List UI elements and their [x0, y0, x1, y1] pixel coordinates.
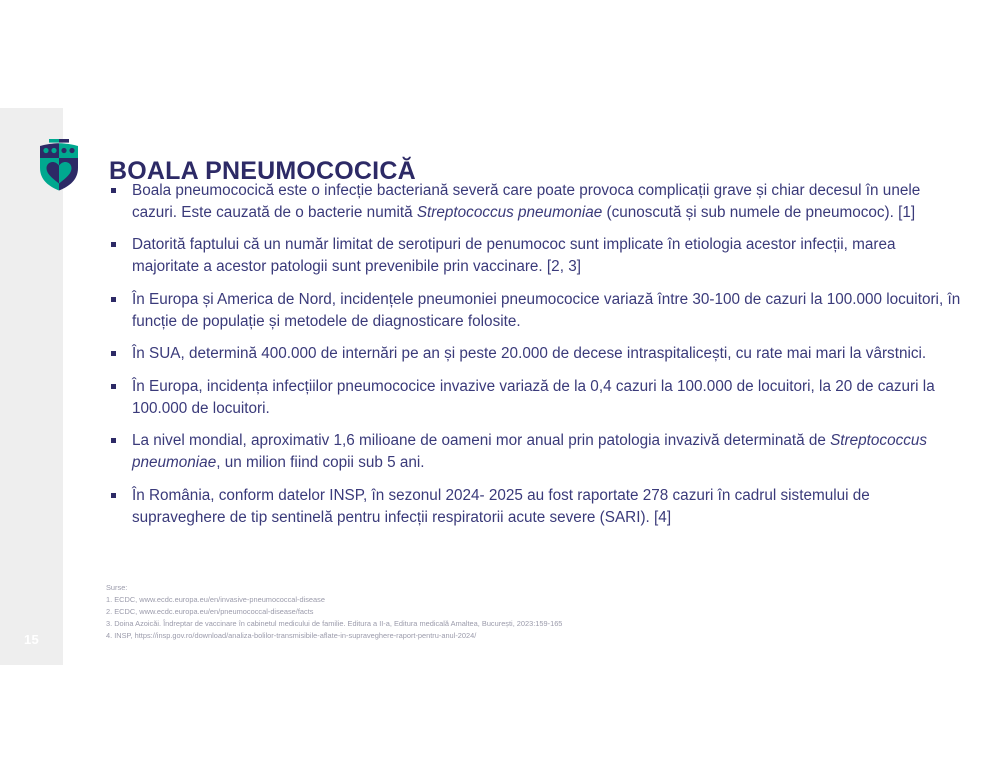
bullet-marker-icon — [111, 188, 116, 193]
bullet-text-run: (cunoscută și sub numele de pneumococ). [1] — [602, 203, 916, 221]
shield-heart-logo-icon — [37, 139, 81, 191]
bullet-text-italic: Streptococcus pneumoniae — [416, 203, 603, 221]
sources-heading: Surse: — [106, 583, 128, 592]
bullet-item — [109, 343, 961, 365]
source-item: 2. ECDC, www.ecdc.europa.eu/en/pneumococcal-disease/facts — [106, 606, 314, 616]
bullet-text-run: În România, conform datelor INSP, în sezonul 2024- 2025 au fost raportate 278 cazuri în cadrul sistemului de supraveghere de tip sentinelă pentru infecții respiratorii acute severe (SARI). [4] — [132, 486, 870, 526]
bullet-text — [132, 487, 870, 526]
bullet-text-run: În Europa și America de Nord, incidențele pneumoniei pneumococice variază între 30-100 de cazuri la 100.000 locuitori, în funcție de populație și metodele de diagnosticare folosite. — [132, 290, 961, 330]
bullet-text — [132, 236, 896, 275]
bullet-marker-icon — [111, 351, 116, 356]
bullet-item — [109, 234, 961, 277]
bullet-text — [132, 291, 960, 330]
bullet-item — [109, 485, 961, 528]
bullet-item — [109, 376, 961, 419]
bullet-text-run: Boala pneumococică este o infecție bacteriană severă care poate provoca complicații grave și chiar decesul în unele cazuri. Este cauzată de o bacterie numită — [132, 182, 921, 221]
bullet-item — [109, 289, 961, 332]
bullet-marker-icon — [111, 384, 116, 389]
bullet-text — [132, 432, 927, 471]
bullet-marker-icon — [111, 242, 116, 247]
bullet-list — [109, 180, 961, 539]
bullet-text-run: În SUA, determină 400.000 de internări pe an și peste 20.000 de decese intraspitalicești, cu rate mai mari la vârstnici. — [132, 345, 927, 363]
bullet-text-run: Datorită faptului că un număr limitat de serotipuri de penumococ sunt implicate în etiologia acestor infecții, marea majoritate a acestor patologii sunt prevenibile prin vaccinare. [2, 3] — [132, 236, 896, 276]
source-item: 4. INSP, https://insp.gov.ro/download/analiza-bolilor-transmisibile-aflate-in-supraveghere-raport-pentru-anul-2024/ — [106, 630, 477, 640]
bullet-text-run: La nivel mondial, aproximativ 1,6 milioane de oameni mor anual prin patologia invazivă determinată de — [132, 432, 831, 450]
bullet-text-italic: Streptococcus pneumoniae — [132, 432, 928, 472]
bullet-text-run: În Europa, incidența infecțiilor pneumococice invazive variază de la 0,4 cazuri la 100.000 de locuitori, la 20 de cazuri la 100.000 de locuitori. — [132, 378, 935, 417]
bullet-marker-icon — [111, 438, 116, 443]
bullet-marker-icon — [111, 297, 116, 302]
bullet-marker-icon — [111, 493, 116, 498]
bullet-text — [132, 378, 935, 417]
source-item: 3. Doina Azoicăi. Îndreptar de vaccinare în cabinetul medicului de familie. Editura a II-a, Editura medicală Amaltea, București, 2023:159-165 — [106, 618, 563, 628]
sources-block — [106, 582, 562, 642]
bullet-item — [109, 180, 961, 223]
source-item: 1. ECDC, www.ecdc.europa.eu/en/invasive-pneumococcal-disease — [106, 594, 325, 604]
bullet-text — [132, 345, 926, 362]
page-title: BOALA PNEUMOCOCICĂ — [109, 156, 416, 185]
bullet-item — [109, 430, 961, 473]
bullet-text — [132, 182, 920, 221]
page-number: 15 — [23, 632, 40, 647]
bullet-text-run: , un milion fiind copii sub 5 ani. — [216, 454, 425, 472]
left-decorative-band — [0, 108, 63, 665]
